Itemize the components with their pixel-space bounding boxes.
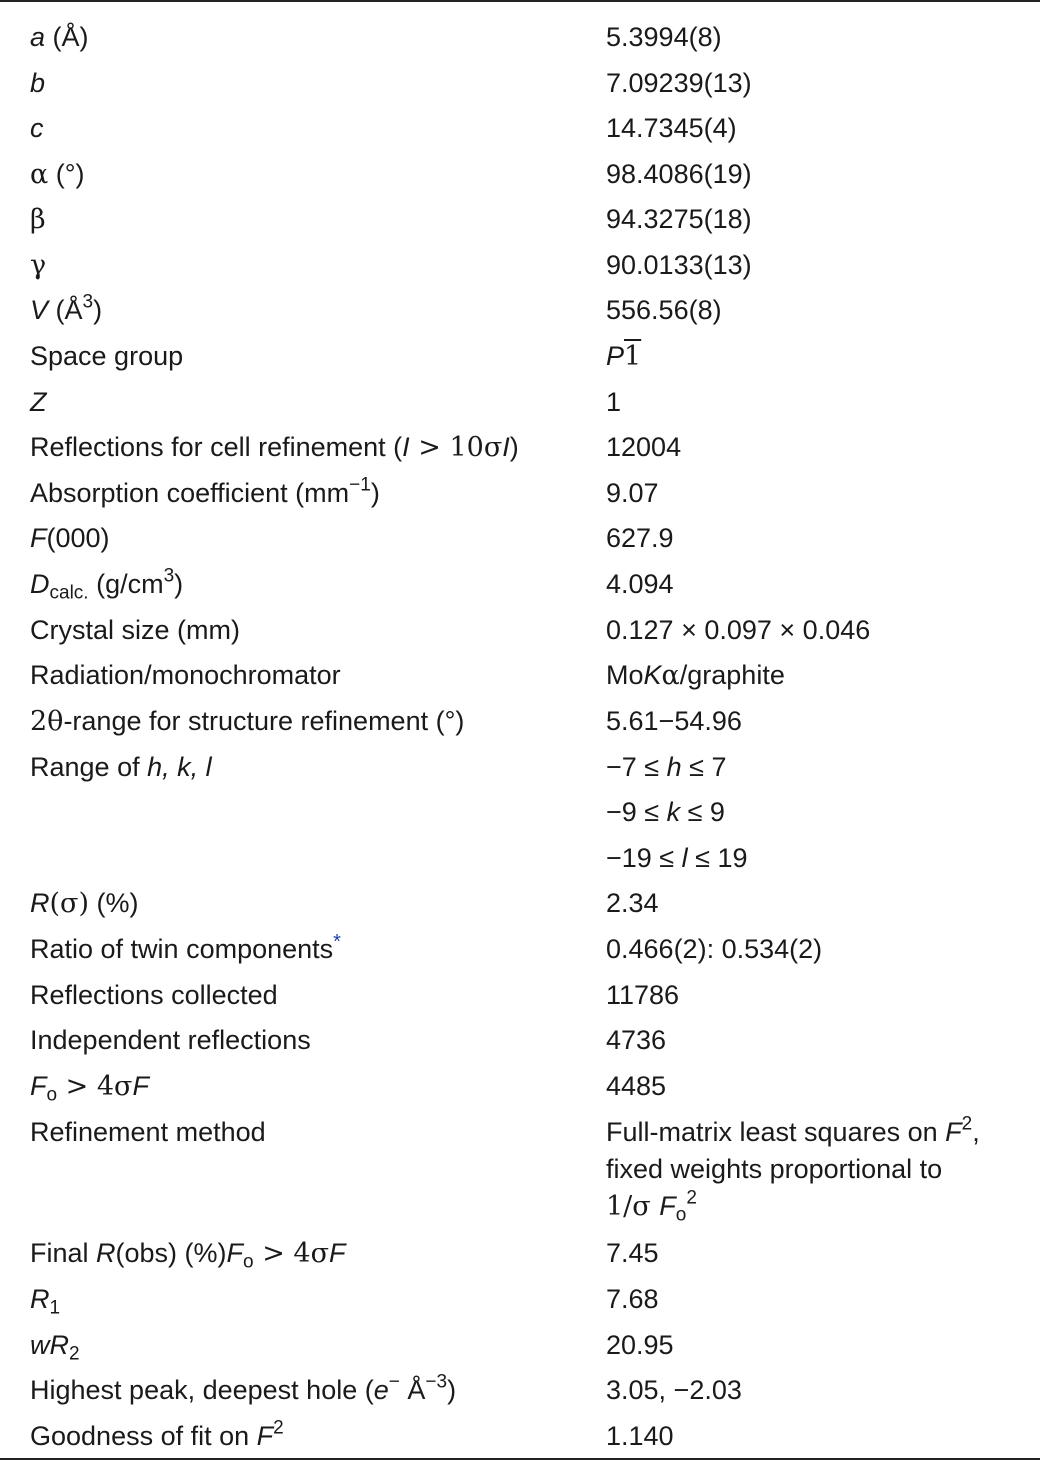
row-label: Radiation/monochromator (30, 660, 341, 690)
row-label: Refinement method (30, 1117, 266, 1147)
row-value: 98.4086(19) (606, 159, 752, 189)
row-value: −7 ≤ h ≤ 7 (606, 752, 727, 782)
row-value: 90.0133(13) (606, 250, 752, 280)
row-label: Highest peak, deepest hole (e− $Å^{-3}$) (30, 1371, 457, 1405)
row-value: 5.3994(8) (606, 22, 722, 52)
row-label: 2θ-range for structure refinement (°) (30, 706, 465, 737)
row-label: $R_1$ (30, 1284, 61, 1319)
row-label: R(σ) (%) (30, 888, 139, 919)
row-value: 4485 (606, 1071, 667, 1101)
value-line: fixed weights proportional to (606, 1154, 943, 1184)
row-value: 4736 (606, 1025, 667, 1055)
row-value: −19 ≤ l ≤ 19 (606, 843, 748, 873)
row-value: 5.61−54.96 (606, 706, 742, 736)
row-label: Space group (30, 341, 184, 371)
row-label: a (Å) (30, 22, 89, 52)
top-rule (0, 0, 1040, 2)
row-value: 7.68 (606, 1284, 659, 1314)
row-value: 14.7345(4) (606, 113, 737, 143)
row-value: 2.34 (606, 888, 659, 918)
row-label: Range of h, k, l (30, 752, 212, 782)
row-label: V $(Å^3)$ (30, 291, 103, 325)
value-line: Full-matrix least squares on $F^2$, (606, 1113, 980, 1147)
row-value (606, 1114, 1026, 1225)
row-label: Goodness of fit on $F^2$ (30, 1417, 284, 1451)
row-value: 12004 (606, 432, 682, 462)
row-label: $D_{calc.}$ $(g/cm^3)$ (30, 565, 184, 604)
row-label: Independent reflections (30, 1025, 311, 1055)
row-value: 1 (606, 387, 622, 417)
row-label: β (30, 204, 46, 235)
row-label: Reflections collected (30, 980, 278, 1010)
row-value: 556.56(8) (606, 295, 722, 325)
row-value: 94.3275(18) (606, 204, 752, 234)
row-value: 7.09239(13) (606, 68, 752, 98)
row-value: 3.05, −2.03 (606, 1375, 742, 1405)
row-label: Ratio of twin components* (30, 931, 341, 964)
row-label: Absorption coefficient $(mm^{-1})$ (30, 474, 380, 508)
bottom-rule (0, 1458, 1040, 1460)
row-label: Crystal size (mm) (30, 615, 240, 645)
row-value: 11786 (606, 980, 680, 1010)
row-label: $F_o > 4\sigma F$ (30, 1071, 149, 1106)
row-label: Final R(obs) $(\%)F_o > 4\sigma F$ (30, 1238, 346, 1273)
row-value: 0.466(2): 0.534(2) (606, 934, 823, 964)
row-value: 20.95 (606, 1330, 674, 1360)
row-label: α (°) (30, 159, 85, 190)
row-label: Z (30, 387, 47, 417)
row-value: 7.45 (606, 1238, 659, 1268)
row-label: γ (30, 250, 47, 281)
row-value: 627.9 (606, 523, 674, 553)
footnote-link[interactable]: * (333, 931, 341, 953)
row-value: −9 ≤ k ≤ 9 (606, 797, 725, 827)
row-value: P1 (606, 341, 642, 372)
row-label: F(000) (30, 523, 110, 553)
row-label: c (30, 113, 44, 143)
row-value: 4.094 (606, 569, 674, 599)
row-value: MoKα/graphite (606, 660, 785, 691)
row-label: b (30, 68, 46, 98)
row-value: 9.07 (606, 478, 659, 508)
value-line: 1/σ $F_o^2$ (606, 1187, 697, 1226)
row-label: Reflections for cell refinement (I > 10σI) (30, 432, 519, 463)
row-value: 1.140 (606, 1421, 674, 1451)
row-value: 0.127 × 0.097 × 0.046 (606, 615, 871, 645)
row-label: $wR_2$ (30, 1330, 80, 1365)
